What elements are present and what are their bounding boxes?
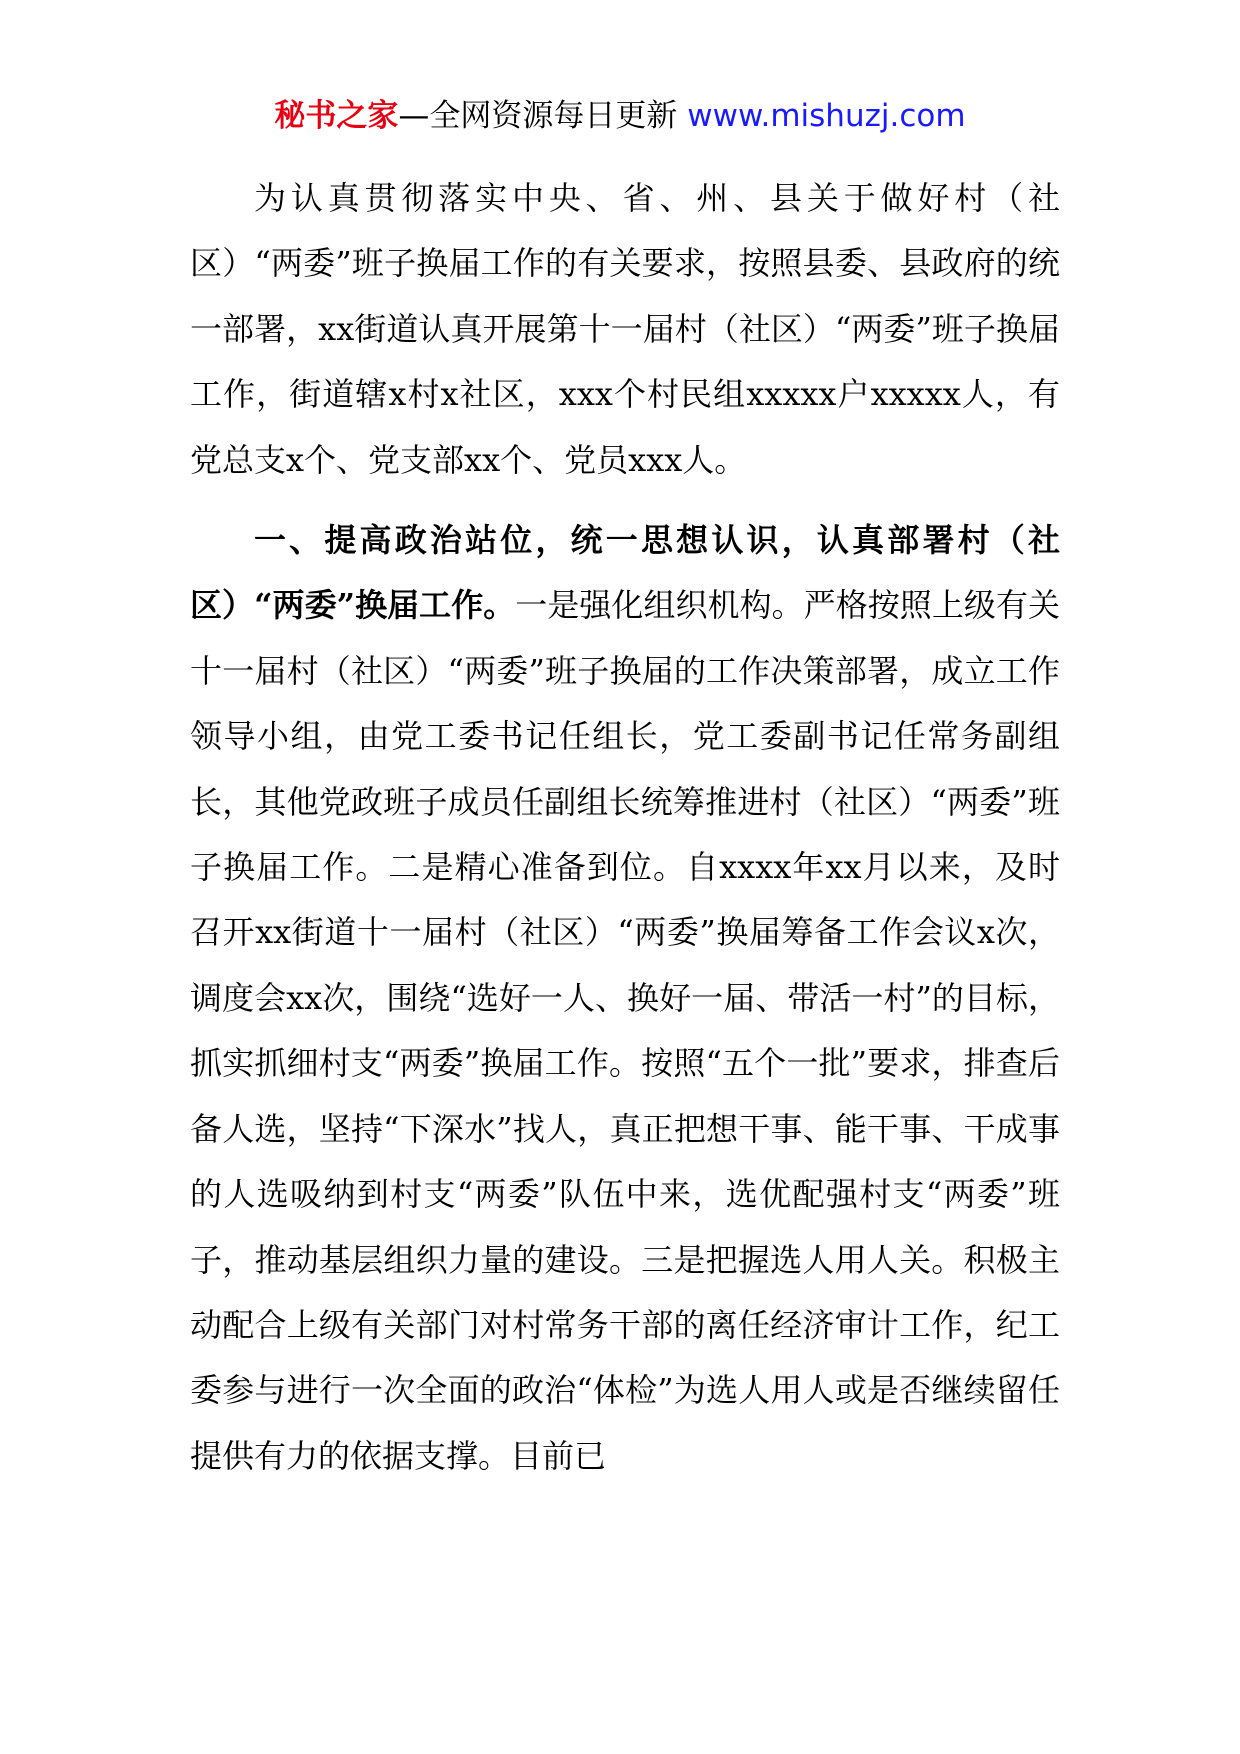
section-heading: 一、提高政治站位，统一思想认识，认真部署村（社区）“两委”换届工作。 bbox=[190, 521, 1060, 625]
header-site-link[interactable]: www.mishuzj.com bbox=[677, 98, 966, 134]
paragraph-section-1 bbox=[190, 508, 1060, 1489]
page-header bbox=[0, 96, 1240, 136]
paragraph-intro bbox=[190, 166, 1060, 493]
paragraph-text: 一是强化组织机构。严格按照上级有关十一届村（社区）“两委”班子换届的工作决策部署，成立工作领导小组，由党工委书记任组长，党工委副书记任常务副组长，其他党政班子成员任副组长统筹推进村（社区）“两委”班子换届工作。二是精心准备到位。自xxxx年xx月以来，及时召开xx街道十一届村（社区）“两委”换届筹备工作会议x次，调度会xx次，围绕“选好一人、换好一届、带活一村”的目标，抓实抓细村支“两委”换届工作。按照“五个一批”要求，排查后备人选，坚持“下深水”找人，真正把想干事、能干事、干成事的人选吸纳到村支“两委”队伍中来，选优配强村支“两委”班子，推动基层组织力量的建设。三是把握选人用人关。积极主动配合上级有关部门对村常务干部的离任经济审计工作，纪工委参与进行一次全面的政治“体检”为选人用人或是否继续留任提供有力的依据支撑。目前已 bbox=[190, 586, 1060, 1475]
paragraph-text: 为认真贯彻落实中央、省、州、县关于做好村（社区）“两委”班子换届工作的有关要求，按照县委、县政府的统一部署，xx街道认真开展第十一届村（社区）“两委”班子换届工作，街道辖x村x社区，xxx个村民组xxxxx户xxxxx人，有党总支x个、党支部xx个、党员xxx人。 bbox=[190, 179, 1060, 479]
document-body bbox=[190, 166, 1060, 1489]
header-brand: 秘书之家 bbox=[274, 98, 399, 134]
header-tagline: —全网资源每日更新 bbox=[398, 98, 678, 134]
